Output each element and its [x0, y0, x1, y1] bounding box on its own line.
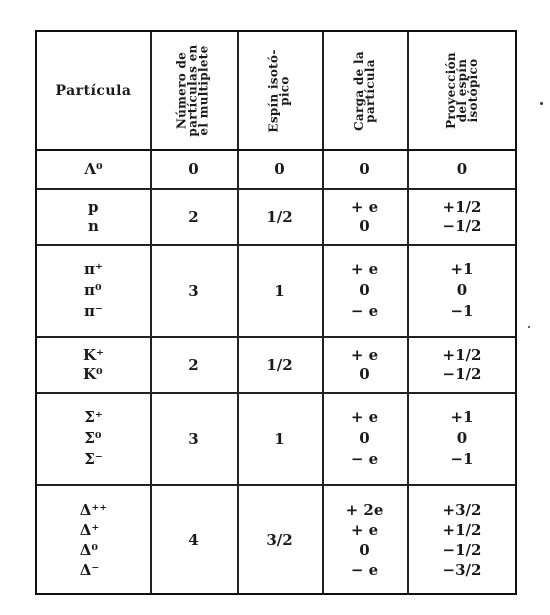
- projection-value: −1: [450, 450, 474, 468]
- projection-value: +3/2: [442, 501, 482, 519]
- row-pion-particles: [37, 245, 150, 336]
- multiplet-count: 3: [188, 281, 199, 300]
- particle-symbol: Δ⁺: [79, 521, 100, 539]
- charge-value: + 2e: [345, 501, 384, 519]
- particle-table: [35, 30, 517, 595]
- particle-symbol: π⁺: [84, 260, 103, 278]
- multiplet-count: 3: [188, 429, 199, 448]
- particle-symbol: Λ⁰: [84, 159, 103, 178]
- charge-value: − e: [350, 302, 379, 320]
- header-isospin: [237, 32, 322, 149]
- particle-symbol: p: [88, 197, 99, 216]
- projection-value: 0: [456, 429, 468, 447]
- projection-value: +1/2: [442, 197, 482, 216]
- projection-values: [407, 245, 517, 336]
- header-multiplet-line: Número de: [175, 51, 189, 130]
- charge-value: 0: [359, 541, 370, 559]
- multiplet-count: 2: [188, 355, 199, 374]
- row-lambda-particles: [37, 150, 150, 188]
- charge-value: 0: [359, 281, 370, 299]
- charge-value: + e: [350, 197, 379, 216]
- particle-symbol: K⁺: [83, 345, 104, 364]
- charge-value: + e: [350, 345, 379, 364]
- row-sigma-particles: [37, 393, 150, 484]
- scan-speck: [540, 102, 543, 105]
- particle-symbol: Σ⁺: [84, 408, 103, 426]
- particle-symbol: Σ⁻: [84, 450, 103, 468]
- charge-values: [322, 245, 407, 336]
- projection-value: +1: [450, 408, 474, 426]
- particle-symbol: Δ⁻: [79, 561, 100, 579]
- particle-symbol: Δ⁰: [79, 541, 98, 559]
- charge-value: 0: [359, 429, 370, 447]
- charge-value: 0: [359, 216, 370, 235]
- row-nucleon-particles: [37, 189, 150, 244]
- header-multiplet-line: el multiplete: [197, 45, 211, 136]
- multiplet-count: 2: [188, 207, 199, 226]
- projection-value: +1: [450, 260, 474, 278]
- charge-value: − e: [350, 561, 379, 579]
- projection-value: +1/2: [442, 345, 482, 364]
- projection-value: 0: [456, 159, 468, 178]
- charge-values: [322, 485, 407, 595]
- isospin-value: 1/2: [266, 207, 293, 226]
- isospin-value: 1: [274, 429, 285, 448]
- charge-values: [322, 189, 407, 244]
- charge-value: 0: [359, 159, 370, 178]
- projection-values: [407, 393, 517, 484]
- header-charge: [322, 32, 407, 149]
- header-projection-line: del espín: [454, 58, 469, 123]
- header-projection-line: isotópico: [465, 58, 480, 123]
- projection-value: −1: [450, 302, 474, 320]
- projection-values: [407, 150, 517, 188]
- charge-values: [322, 150, 407, 188]
- header-particle: Partícula: [55, 82, 132, 99]
- charge-value: 0: [359, 364, 370, 383]
- header-projection-line: Proyección: [443, 52, 458, 129]
- isospin-value: 0: [274, 160, 285, 178]
- projection-values: [407, 485, 517, 595]
- header-multiplet-line: partículas en: [186, 44, 200, 137]
- scan-speck: [528, 326, 530, 328]
- projection-values: [407, 189, 517, 244]
- multiplet-count: 4: [188, 531, 199, 549]
- projection-value: −1/2: [442, 364, 482, 383]
- header-projection: [407, 32, 517, 149]
- particle-symbol: π⁰: [84, 281, 102, 299]
- header-isospin-line: Espín isotó-: [266, 48, 281, 133]
- isospin-value: 3/2: [266, 531, 293, 549]
- charge-values: [322, 393, 407, 484]
- particle-symbol: K⁰: [83, 364, 103, 383]
- projection-values: [407, 337, 517, 392]
- charge-value: + e: [350, 521, 379, 539]
- multiplet-count: 0: [188, 160, 199, 178]
- header-multiplet: [150, 32, 237, 149]
- isospin-value: 1/2: [266, 355, 293, 374]
- projection-value: −3/2: [442, 561, 482, 579]
- charge-value: + e: [350, 408, 379, 426]
- particle-symbol: Σ⁰: [84, 429, 102, 447]
- charge-values: [322, 337, 407, 392]
- particle-symbol: Δ⁺⁺: [79, 501, 108, 519]
- projection-value: −1/2: [442, 541, 482, 559]
- row-delta-particles: [37, 485, 150, 595]
- projection-value: −1/2: [442, 216, 482, 235]
- particle-symbol: π⁻: [84, 302, 103, 320]
- projection-value: 0: [456, 281, 468, 299]
- row-kaon-particles: [37, 337, 150, 392]
- particle-symbol: n: [88, 216, 99, 235]
- header-charge-line: Carga de la: [351, 50, 366, 131]
- header-charge-line: partícula: [362, 58, 377, 123]
- charge-value: − e: [350, 450, 379, 468]
- projection-value: +1/2: [442, 521, 482, 539]
- charge-value: + e: [350, 260, 379, 278]
- isospin-value: 1: [274, 281, 285, 300]
- header-isospin-line: pico: [277, 75, 292, 106]
